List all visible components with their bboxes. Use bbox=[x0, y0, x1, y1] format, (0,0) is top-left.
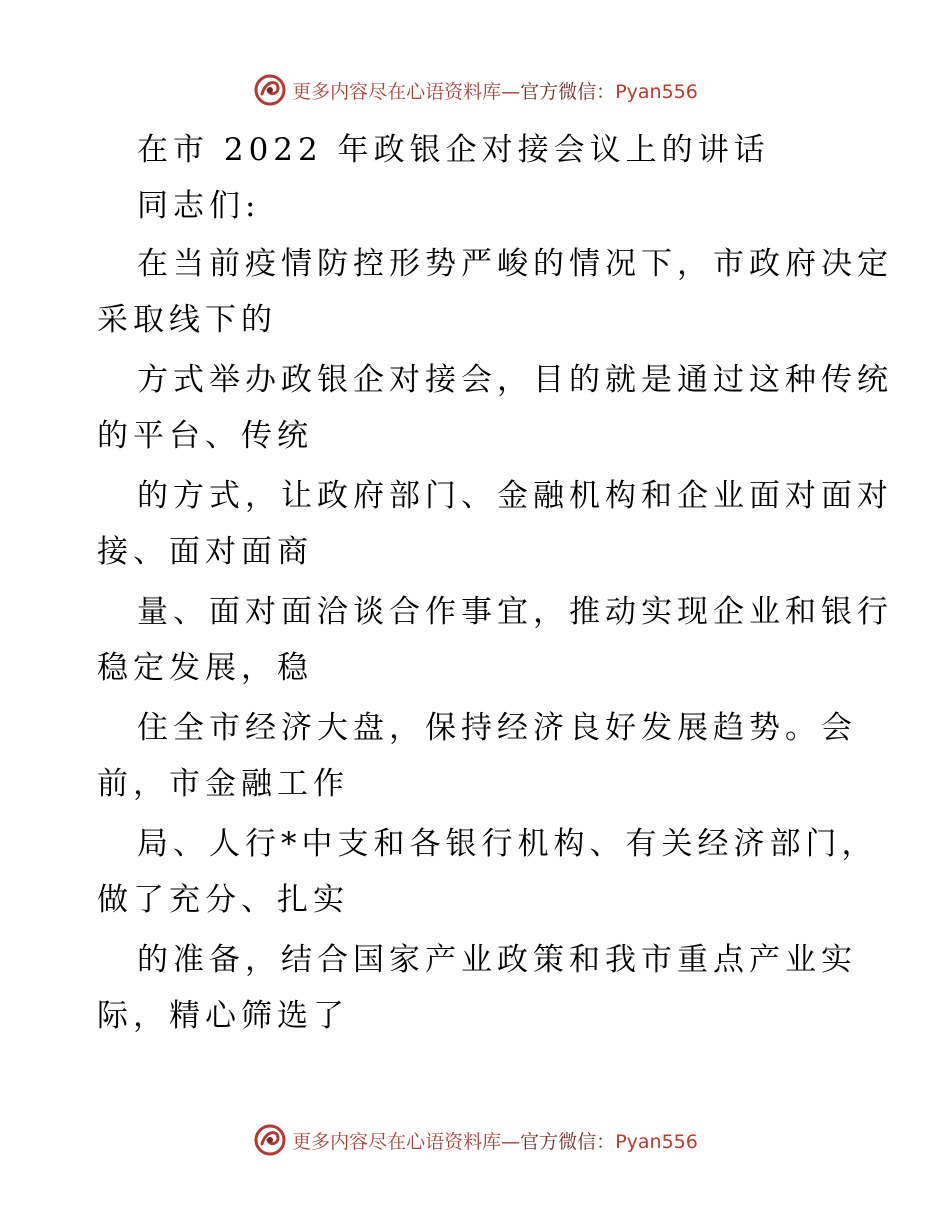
footer-watermark bbox=[0, 1120, 950, 1160]
paragraph-line: 的平台、传统 bbox=[97, 418, 313, 454]
paragraph-line: 在当前疫情防控形势严峻的情况下，市政府决定 bbox=[137, 246, 893, 282]
watermark-site-text: 更多内容尽在心语资料库 bbox=[292, 80, 502, 103]
watermark-dash: — bbox=[501, 80, 521, 103]
watermark-site-text: 更多内容尽在心语资料库 bbox=[292, 1130, 502, 1153]
watermark-brand bbox=[252, 1122, 698, 1158]
watermark-dash: — bbox=[501, 1130, 521, 1153]
paragraph-line: 前，市金融工作 bbox=[97, 766, 349, 802]
watermark-wechat-id: Pyan556 bbox=[615, 80, 698, 103]
paragraph-line: 量、面对面洽谈合作事宜，推动实现企业和银行 bbox=[137, 594, 893, 630]
paragraph-line: 的方式，让政府部门、金融机构和企业面对面对 bbox=[137, 478, 893, 514]
paragraph-line: 方式举办政银企对接会，目的就是通过这种传统 bbox=[137, 362, 893, 398]
paragraph-line: 的准备，结合国家产业政策和我市重点产业实 bbox=[137, 942, 857, 978]
paragraph-line: 做了充分、扎实 bbox=[97, 882, 349, 918]
paragraph-line: 采取线下的 bbox=[97, 302, 277, 338]
watermark-wechat-label: 官方微信： bbox=[520, 1130, 616, 1153]
header-watermark bbox=[0, 70, 950, 110]
watermark-wechat-label: 官方微信： bbox=[520, 80, 616, 103]
watermark-wechat-id: Pyan556 bbox=[615, 1130, 698, 1153]
document-title: 在市 2022 年政银企对接会议上的讲话 bbox=[137, 132, 770, 168]
salutation: 同志们: bbox=[137, 188, 261, 224]
paragraph-line: 局、人行*中支和各银行机构、有关经济部门， bbox=[137, 826, 878, 862]
watermark-brand bbox=[252, 72, 698, 108]
swirl-logo-icon bbox=[252, 1122, 288, 1158]
paragraph-line: 接、面对面商 bbox=[97, 534, 313, 570]
paragraph-line: 际，精心筛选了 bbox=[97, 998, 349, 1034]
paragraph-line: 住全市经济大盘，保持经济良好发展趋势。会 bbox=[137, 710, 857, 746]
swirl-logo-icon bbox=[252, 72, 288, 108]
paragraph-line: 稳定发展，稳 bbox=[97, 650, 313, 686]
